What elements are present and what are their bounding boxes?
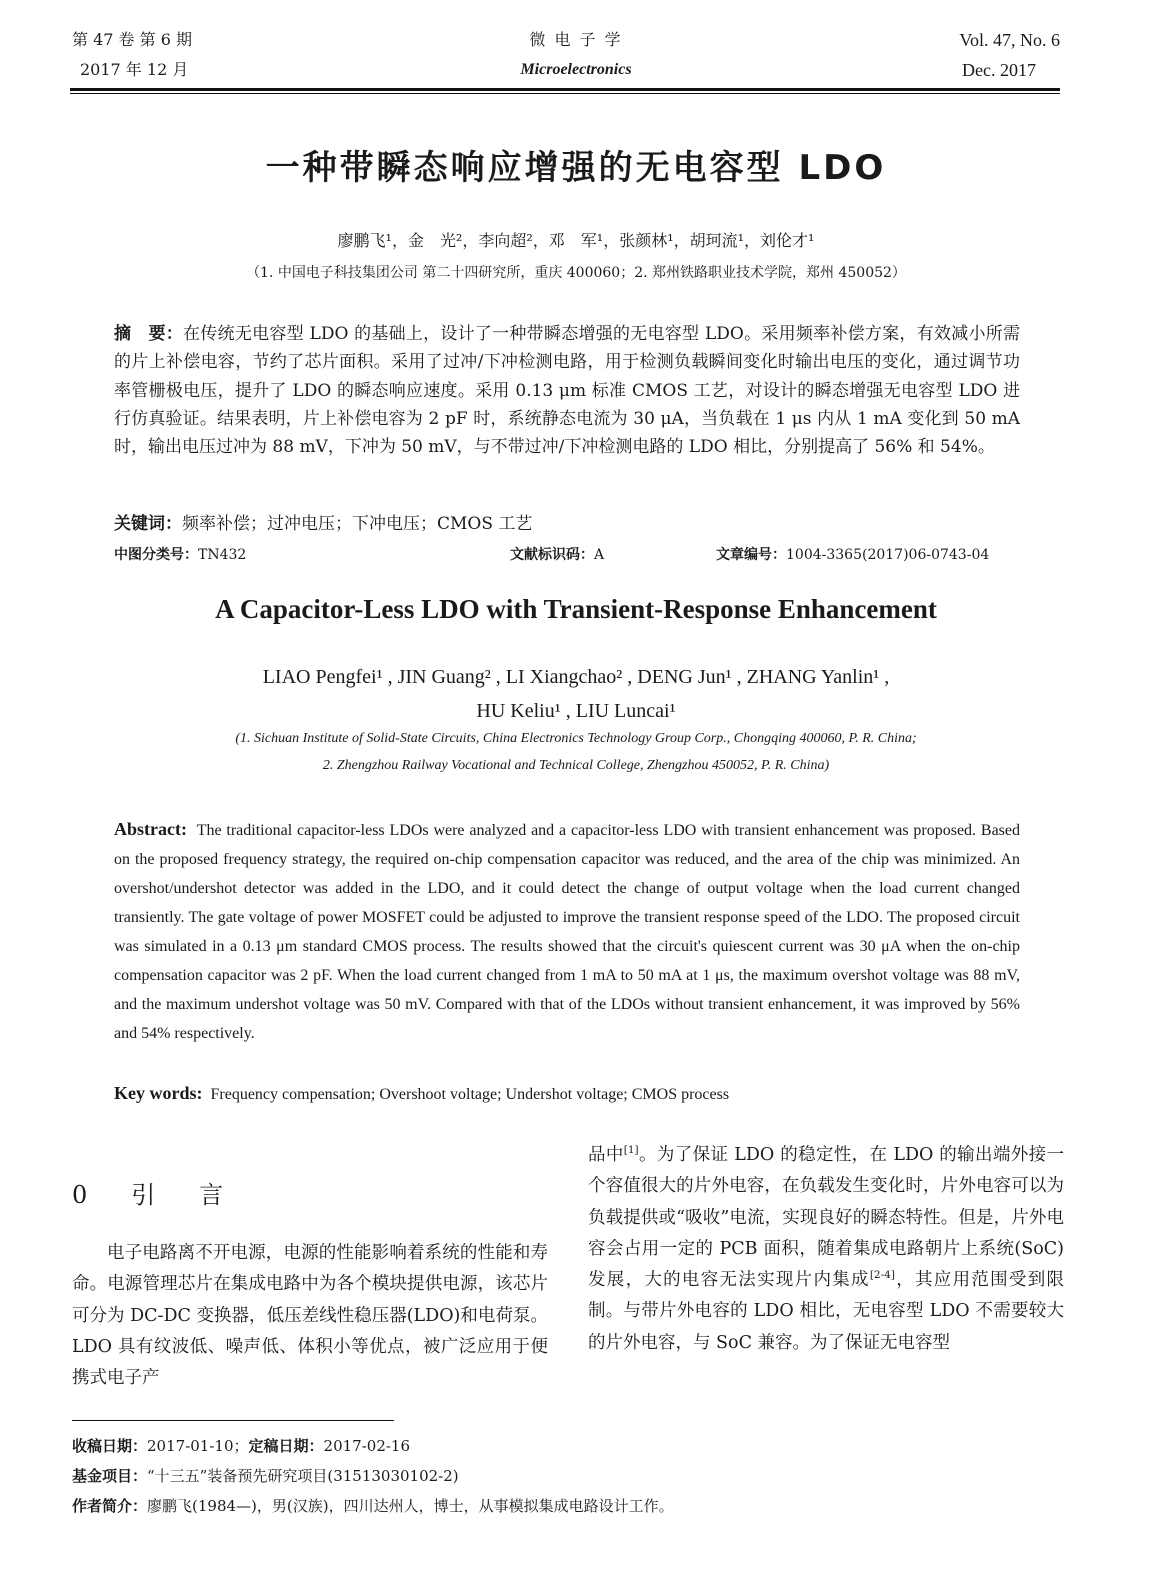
- author-bio-value: 廖鹏飞(1984—)，男(汉族)，四川达州人，博士，从事模拟集成电路设计工作。: [147, 1497, 674, 1515]
- final-date-label: 定稿日期：: [248, 1437, 324, 1455]
- intro-right-text-b: 。为了保证 LDO 的稳定性，在 LDO 的输出端外接一个容值很大的片外电容，在负载发生变化时，片外电容可以为负载提供或“吸收”电流，实现良好的瞬态特性。但是，片外电容会占用一定的 PCB 面积，随着集成电路朝片上系统(SoC)发展，大的电容无法实现片内集成: [588, 1145, 1065, 1291]
- author-bio-label: 作者简介：: [72, 1497, 148, 1515]
- volume-issue-en: Vol. 47, No. 6: [959, 30, 1060, 50]
- citation-ref-2-4: [2-4]: [869, 1269, 895, 1282]
- footnote-author-bio: [72, 1491, 674, 1521]
- date-cn: 2017 年 12 月: [80, 60, 189, 79]
- final-date-value: 2017-02-16: [323, 1437, 411, 1455]
- keywords-cn-label: 关键词：: [114, 514, 182, 534]
- doc-code-value: A: [594, 547, 605, 563]
- fund-label: 基金项目：: [72, 1467, 148, 1485]
- authors-cn: 廖鹏飞¹，金 光²，李向超²，邓 军¹，张颜林¹，胡珂流¹，刘伦才¹: [337, 231, 815, 250]
- keywords-en-text: Frequency compensation; Overshoot voltage; Undershot voltage; CMOS process: [210, 1086, 730, 1103]
- abstract-cn-label: 摘 要：: [114, 324, 184, 344]
- doc-code-label: 文献标识码：: [510, 547, 594, 563]
- intro-column-right: [588, 1140, 1064, 1359]
- footnote-fund: [72, 1461, 459, 1491]
- volume-issue-cn: 第 47 卷 第 6 期: [72, 30, 192, 49]
- authors-en-line1: LIAO Pengfei¹ , JIN Guang² , LI Xiangchao² , DENG Jun¹ , ZHANG Yanlin¹ ,: [262, 666, 890, 688]
- keywords-cn: [114, 510, 1020, 538]
- keywords-en: [114, 1079, 1020, 1109]
- header-rule-thick: [70, 88, 1060, 91]
- keywords-cn-text: 频率补偿；过冲电压；下冲电压；CMOS 工艺: [182, 514, 533, 534]
- abstract-cn-text: 在传统无电容型 LDO 的基础上，设计了一种带瞬态增强的无电容型 LDO。采用频率补偿方案，有效减小所需的片上补偿电容，节约了芯片面积。采用了过冲/下冲检测电路，用于检测负载瞬间变化时输出电压的变化，通过调节功率管栅极电压，提升了 LDO 的瞬态响应速度。采用 0.13 μm 标准 CMOS 工艺，对设计的瞬态增强无电容型 LDO 进行仿真验证。结果表明，片上补偿电容为 2 pF 时，系统静态电流为 30 μA，当负载在 1 μs 内从 1 mA 变化到 50 mA 时，输出电压过冲为 88 mV，下冲为 50 mV，与不带过冲/下冲检测电路的 LDO 相比，分别提高了 56% 和 54%。: [114, 324, 1021, 458]
- header-rule-thin: [70, 93, 1060, 94]
- intro-column-left: 电子电路离不开电源，电源的性能影响着系统的性能和寿命。电源管理芯片在集成电路中为各个模块提供电源，该芯片可分为 DC-DC 变换器，低压差线性稳压器(LDO)和电荷泵。LDO 具有纹波低、噪声低、体积小等优点，被广泛应用于便携式电子产: [72, 1243, 548, 1389]
- abstract-en: [114, 815, 1020, 1048]
- article-number-label: 文章编号：: [716, 547, 786, 563]
- abstract-en-text: The traditional capacitor-less LDOs were analyzed and a capacitor-less LDO with transient enhancement was proposed. Based on the proposed frequency strategy, the required on-chip compensation capacitor was reduced, and the area of the chip was minimized. An overshot/undershot detector was added in the LDO, and it could detect the change of output voltage when the load current changed transiently. The gate voltage of power MOSFET could be adjusted to improve the transient response speed of the LDO. The proposed circuit was simulated in a 0.13 μm standard CMOS process. The results showed that the circuit's quiescent current was 30 μA when the on-chip compensation capacitor was 2 pF. When the load current changed from 1 mA to 50 mA at 1 μs, the maximum overshot voltage was 88 mV, and the maximum undershot voltage was 50 mV. Compared with that of the LDOs without transient enhancement, it was improved by 56% and 54% respectively.: [114, 822, 1021, 1042]
- document-code: [510, 544, 604, 564]
- paper-title-cn: 一种带瞬态响应增强的无电容型 LDO: [265, 148, 887, 188]
- keywords-en-label: Key words:: [114, 1083, 203, 1103]
- affiliations-en-line2: 2. Zhengzhou Railway Vocational and Technical College, Zhengzhou 450052, P. R. China): [322, 758, 830, 773]
- abstract-en-label: Abstract:: [114, 819, 187, 839]
- paper-title-en: A Capacitor-Less LDO with Transient-Response Enhancement: [215, 594, 937, 624]
- affiliations-en-line1: (1. Sichuan Institute of Solid-State Circuits, China Electronics Technology Group Corp., Chongqing 400060, P. R. China;: [235, 731, 917, 746]
- intro-right-text-c: ，其应用范围受到限制。与带片外电容的 LDO 相比，无电容型 LDO 不需要较大的片外电容，与 SoC 兼容。为了保证无电容型: [588, 1270, 1065, 1353]
- article-number: [716, 544, 989, 564]
- abstract-cn: [114, 320, 1020, 461]
- intro-right-text-a: 品中: [588, 1145, 624, 1165]
- article-number-value: 1004-3365(2017)06-0743-04: [786, 547, 990, 563]
- clc-number: [114, 544, 246, 564]
- clc-value: TN432: [198, 547, 247, 563]
- journal-name-cn: 微 电 子 学: [529, 30, 623, 49]
- section-heading-introduction: 0 引 言: [72, 1181, 234, 1209]
- received-date-label: 收稿日期：: [72, 1437, 148, 1455]
- authors-en-line2: HU Keliu¹ , LIU Luncai¹: [476, 700, 676, 722]
- affiliations-cn: （1. 中国电子科技集团公司 第二十四研究所，重庆 400060；2. 郑州铁路职业技术学院，郑州 450052）: [246, 265, 906, 281]
- footnote-dates: [72, 1431, 410, 1461]
- fund-value: “十三五”装备预先研究项目(31513030102-2): [147, 1467, 459, 1485]
- footnote-rule: [72, 1420, 394, 1421]
- citation-ref-1: [1]: [623, 1144, 639, 1157]
- received-date-value: 2017-01-10；: [147, 1437, 249, 1455]
- date-en: Dec. 2017: [962, 60, 1036, 80]
- clc-label: 中图分类号：: [114, 547, 198, 563]
- journal-name-en: Microelectronics: [520, 61, 632, 78]
